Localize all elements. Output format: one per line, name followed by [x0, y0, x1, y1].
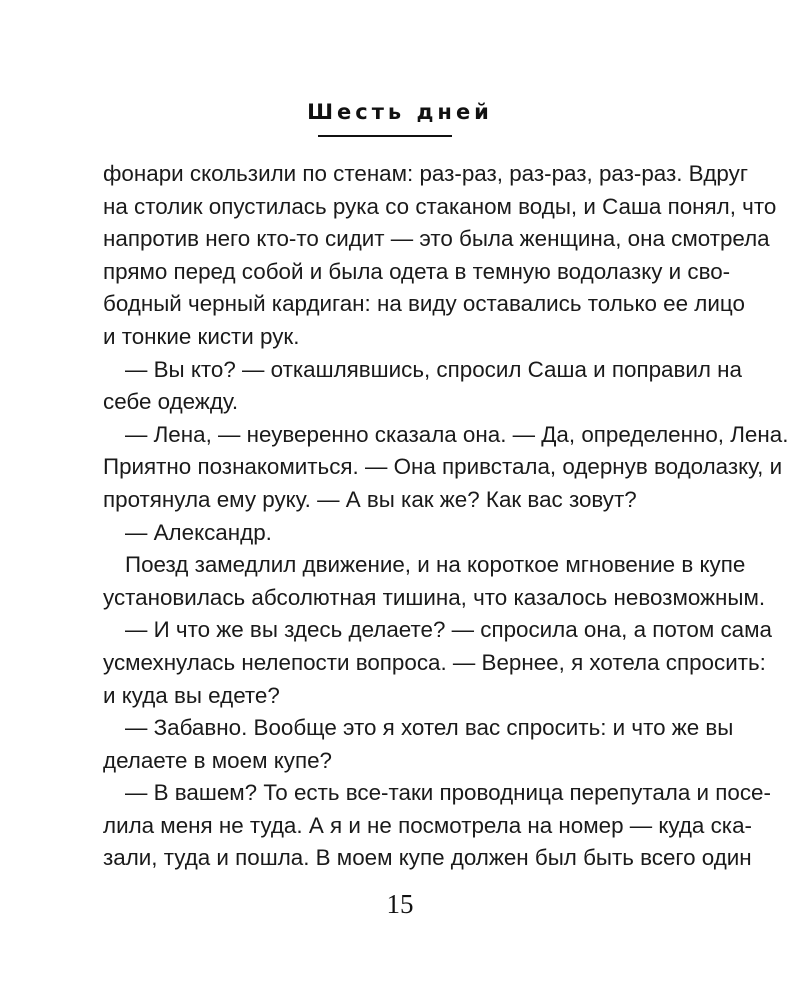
text-line: Приятно познакомиться. — Она привстала, одернув водолазку, и — [103, 454, 783, 480]
text-line: напротив него кто-то сидит — это была женщина, она смотрела — [103, 226, 770, 252]
body-text — [103, 158, 789, 875]
text-line: фонари скользили по стенам: раз-раз, раз-раз, раз-раз. Вдруг — [103, 161, 748, 186]
text-line: себе одежду. — [103, 389, 239, 415]
text-line: — И что же вы здесь делаете? — спросила она, а потом сама — [125, 617, 772, 643]
page-number: 15 — [386, 889, 414, 919]
text-line: — В вашем? То есть все-таки проводница перепутала и посе- — [125, 780, 771, 806]
text-line: усмехнулась нелепости вопроса. — Вернее, я хотела спросить: — [103, 649, 766, 675]
text-line: зали, туда и пошла. В моем купе должен был быть всего один — [103, 845, 752, 871]
text-line: лила меня не туда. А я и не посмотрела на номер — куда ска- — [103, 812, 752, 838]
text-line: прямо перед собой и была одета в темную водолазку и сво- — [103, 258, 731, 284]
title-underline — [318, 135, 452, 137]
text-line: — Забавно. Вообще это я хотел вас спросить: и что же вы — [125, 715, 734, 741]
text-line: и тонкие кисти рук. — [103, 323, 300, 349]
text-line: — Вы кто? — откашлявшись, спросил Саша и поправил на — [125, 356, 742, 382]
text-line: — Александр. — [125, 519, 272, 545]
text-line: делаете в моем купе? — [103, 747, 332, 773]
text-line: бодный черный кардиган: на виду оставались только ее лицо — [103, 291, 745, 317]
text-line: Поезд замедлил движение, и на короткое мгновение в купе — [125, 552, 746, 578]
text-line: и куда вы едете? — [103, 682, 280, 708]
running-title: Шесть дней — [307, 100, 493, 124]
text-line: протянула ему руку. — А вы как же? Как вас зовут? — [103, 486, 637, 512]
text-line: установилась абсолютная тишина, что казалось невозможным. — [103, 584, 766, 610]
text-line: на столик опустилась рука со стаканом воды, и Саша понял, что — [103, 193, 777, 219]
text-line: — Лена, — неуверенно сказала она. — Да, определенно, Лена. — [125, 421, 789, 447]
